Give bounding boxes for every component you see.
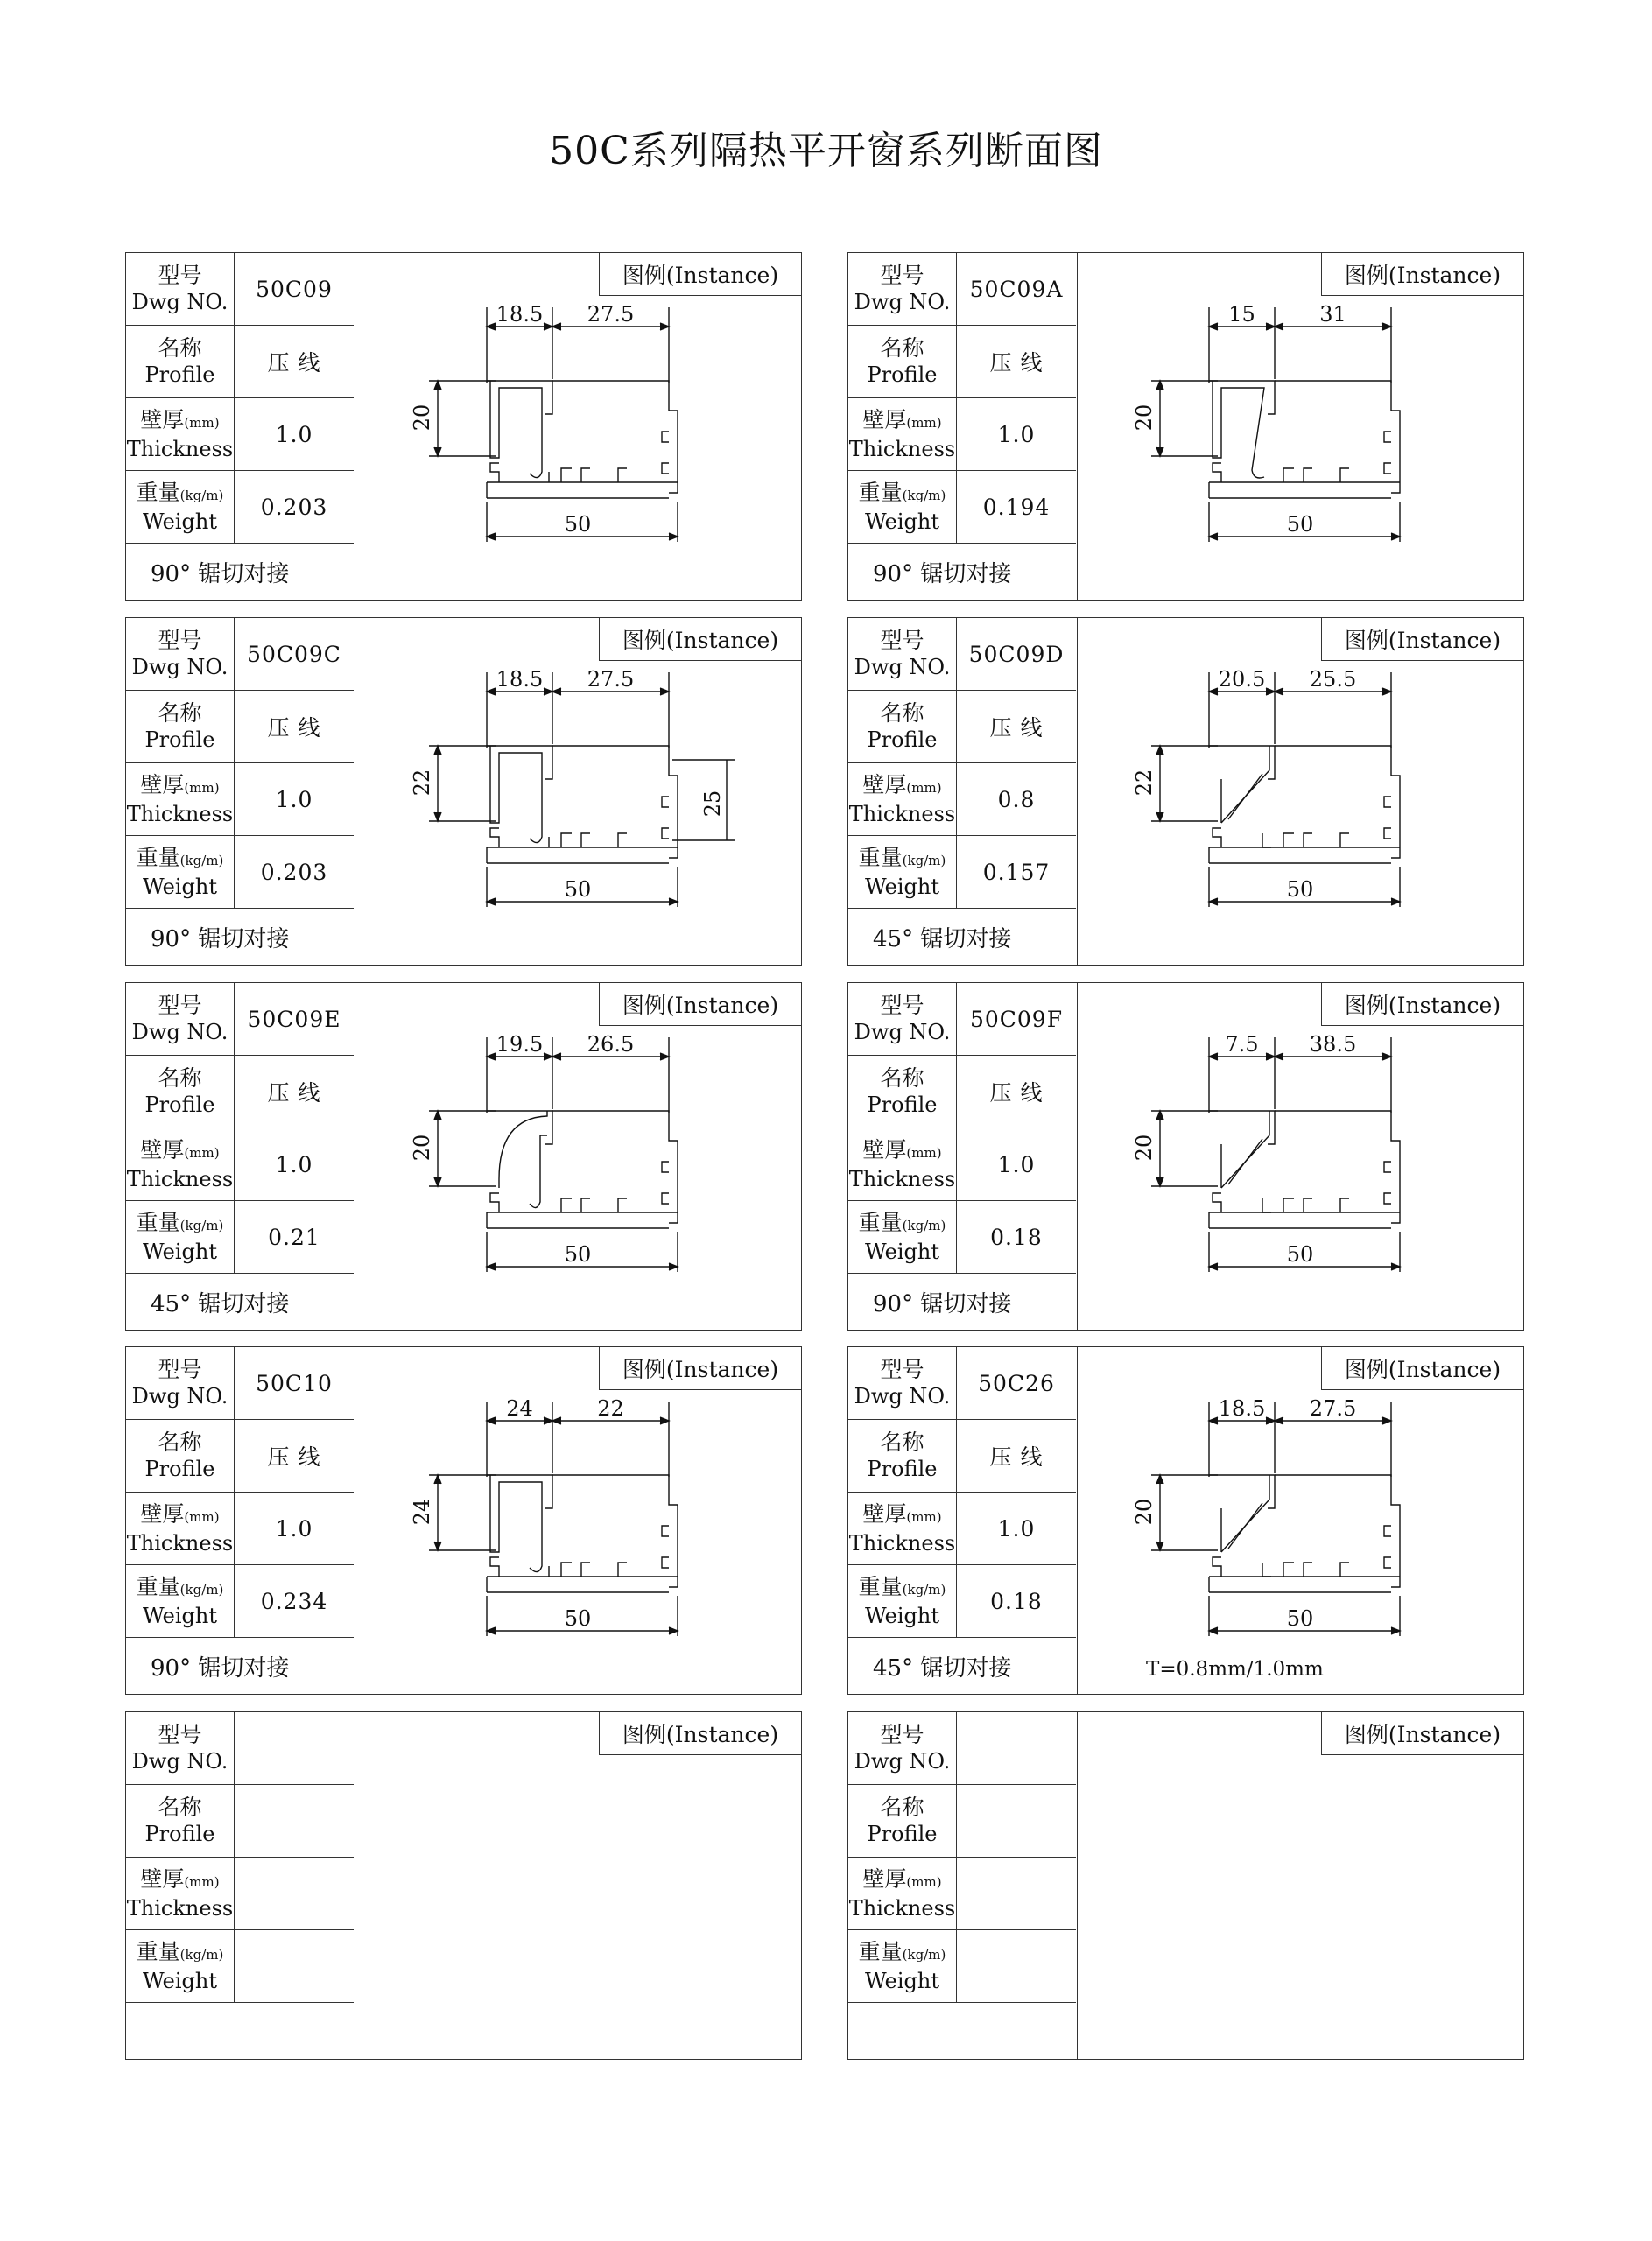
profile-diagram — [355, 1391, 800, 1694]
spec-row-dwg — [848, 253, 1076, 326]
instance-label: 图例(Instance) — [599, 617, 802, 661]
spec-row-weight — [848, 1565, 1076, 1638]
profile-svg — [355, 1027, 800, 1330]
thickness-label: 壁厚(mm) Thickness — [126, 1858, 235, 1929]
profile-diagram — [1078, 1027, 1522, 1330]
weight-label: 重量(kg/m) Weight — [848, 1565, 957, 1637]
spec-row-profile — [848, 691, 1076, 763]
profile-card — [847, 982, 1524, 1331]
spec-row-weight — [126, 471, 354, 544]
cut-method: 90° 锯切对接 — [151, 1654, 290, 1682]
dwg-value: 50C09 — [256, 276, 333, 302]
dwg-label: 型号 Dwg NO. — [848, 618, 957, 690]
spec-row-thickness — [126, 763, 354, 836]
dim-top-left: 18.5 — [496, 302, 544, 327]
profile-svg — [355, 1391, 800, 1694]
thickness-label: 壁厚(mm) Thickness — [848, 398, 957, 470]
dim-top-left: 19.5 — [496, 1032, 544, 1057]
profile-card — [125, 1346, 802, 1695]
dwg-value: 50C09E — [247, 1006, 341, 1032]
spec-table — [848, 253, 1078, 600]
dim-bottom: 50 — [1286, 512, 1314, 537]
spec-row-thickness — [126, 1493, 354, 1565]
spec-row-dwg — [848, 983, 1076, 1056]
thickness-label: 壁厚(mm) Thickness — [848, 1128, 957, 1200]
dim-bottom: 50 — [564, 1242, 592, 1267]
instance-label: 图例(Instance) — [599, 252, 802, 296]
weight-value: 0.203 — [260, 494, 328, 520]
thickness-label: 壁厚(mm) Thickness — [848, 1493, 957, 1564]
dim-top-right: 27.5 — [587, 667, 635, 692]
weight-value: 0.21 — [268, 1224, 320, 1250]
dwg-value: 50C09F — [969, 1006, 1064, 1032]
profile-drawing — [410, 1032, 678, 1272]
spec-row-thickness — [126, 1858, 354, 1930]
dwg-label: 型号 Dwg NO. — [848, 983, 957, 1055]
thickness-label: 壁厚(mm) Thickness — [126, 763, 235, 835]
dim-top-right: 38.5 — [1309, 1032, 1357, 1057]
profile-card — [847, 1711, 1524, 2060]
profile-diagram — [1078, 1391, 1522, 1694]
dim-bottom: 50 — [1286, 877, 1314, 902]
weight-label: 重量(kg/m) Weight — [848, 836, 957, 908]
dim-left: 20 — [1132, 1498, 1156, 1526]
weight-label: 重量(kg/m) Weight — [126, 1930, 235, 2002]
weight-value: 0.157 — [982, 859, 1051, 885]
dim-top-right: 26.5 — [587, 1032, 635, 1057]
spec-table — [848, 1712, 1078, 2059]
spec-row-weight — [126, 1930, 354, 2003]
spec-row-dwg — [848, 1347, 1076, 1420]
instance-label: 图例(Instance) — [1321, 982, 1524, 1026]
thickness-value — [235, 1858, 354, 1929]
spec-row-thickness — [848, 1493, 1076, 1565]
weight-label: 重量(kg/m) Weight — [126, 1201, 235, 1273]
spec-row-weight — [848, 1201, 1076, 1274]
profile-svg — [355, 662, 800, 965]
profile-label: 名称 Profile — [848, 326, 957, 397]
dim-left: 20 — [410, 1134, 434, 1162]
profile-diagram — [355, 662, 800, 965]
spec-table — [126, 1712, 355, 2059]
profile-label: 名称 Profile — [126, 1056, 235, 1128]
profile-svg — [1078, 662, 1522, 965]
weight-label: 重量(kg/m) Weight — [848, 1201, 957, 1273]
dwg-label: 型号 Dwg NO. — [126, 253, 235, 325]
profile-diagram — [1078, 297, 1522, 600]
spec-row-thickness — [848, 398, 1076, 471]
profile-diagram — [355, 1756, 800, 2059]
dwg-value: 50C10 — [256, 1370, 333, 1396]
profile-card — [125, 1711, 802, 2060]
spec-row-profile — [126, 1056, 354, 1128]
spec-row-weight — [126, 1565, 354, 1638]
instance-label: 图例(Instance) — [1321, 617, 1524, 661]
dwg-label: 型号 Dwg NO. — [126, 1712, 235, 1784]
spec-row-thickness — [848, 1858, 1076, 1930]
spec-row-thickness — [126, 1128, 354, 1201]
profile-drawing — [1132, 1396, 1400, 1636]
spec-row-profile — [848, 1056, 1076, 1128]
dim-left: 20 — [410, 404, 434, 432]
profile-value: 压 线 — [267, 1444, 321, 1470]
profile-label: 名称 Profile — [848, 1785, 957, 1857]
dim-top-right: 27.5 — [587, 302, 635, 327]
profile-label: 名称 Profile — [848, 691, 957, 762]
dwg-label: 型号 Dwg NO. — [126, 618, 235, 690]
spec-row-profile — [848, 1785, 1076, 1858]
cut-method: 90° 锯切对接 — [873, 1290, 1012, 1317]
weight-value: 0.18 — [990, 1588, 1043, 1614]
profile-diagram — [1078, 662, 1522, 965]
dim-top-left: 18.5 — [1218, 1396, 1266, 1421]
profile-value: 压 线 — [267, 715, 321, 741]
thickness-value: 1.0 — [275, 421, 313, 447]
profile-value: 压 线 — [989, 350, 1044, 376]
dim-left: 24 — [410, 1498, 434, 1526]
spec-row-profile — [848, 326, 1076, 398]
profile-drawing — [1132, 667, 1400, 907]
instance-label: 图例(Instance) — [1321, 1346, 1524, 1390]
dim-top-right: 25.5 — [1309, 667, 1357, 692]
weight-label: 重量(kg/m) Weight — [126, 836, 235, 908]
profile-card — [847, 252, 1524, 601]
cut-method — [848, 2003, 1076, 2059]
dim-top-left: 24 — [506, 1396, 533, 1421]
spec-row-thickness — [848, 763, 1076, 836]
profile-drawing — [1132, 1032, 1400, 1272]
profile-drawing — [410, 667, 735, 907]
thickness-value: 1.0 — [275, 786, 313, 812]
spec-row-profile — [126, 326, 354, 398]
spec-table — [126, 253, 355, 600]
dim-top-right: 22 — [597, 1396, 624, 1421]
profile-label: 名称 Profile — [848, 1420, 957, 1492]
cut-method: 45° 锯切对接 — [873, 925, 1012, 952]
profile-svg — [355, 1756, 800, 2059]
dim-top-right: 27.5 — [1309, 1396, 1357, 1421]
dwg-label: 型号 Dwg NO. — [848, 1712, 957, 1784]
thickness-value: 1.0 — [275, 1515, 313, 1542]
profile-drawing — [410, 302, 678, 542]
weight-label: 重量(kg/m) Weight — [848, 1930, 957, 2002]
instance-label: 图例(Instance) — [599, 982, 802, 1026]
profile-drawing — [1132, 302, 1400, 542]
dim-left: 20 — [1132, 404, 1156, 432]
dim-top-left: 18.5 — [496, 667, 544, 692]
weight-label: 重量(kg/m) Weight — [848, 471, 957, 543]
spec-row-weight — [848, 471, 1076, 544]
spec-row-dwg — [126, 1712, 354, 1785]
thickness-value — [957, 1858, 1076, 1929]
instance-label: 图例(Instance) — [599, 1711, 802, 1755]
spec-row-weight — [848, 1930, 1076, 2003]
profile-label: 名称 Profile — [126, 1785, 235, 1857]
thickness-label: 壁厚(mm) Thickness — [126, 1493, 235, 1564]
weight-value: 0.203 — [260, 859, 328, 885]
thickness-label: 壁厚(mm) Thickness — [126, 1128, 235, 1200]
spec-table — [126, 1347, 355, 1694]
profile-svg — [355, 297, 800, 600]
weight-value: 0.194 — [982, 494, 1051, 520]
dwg-label: 型号 Dwg NO. — [126, 1347, 235, 1419]
thickness-value: 1.0 — [997, 421, 1036, 447]
cut-method: 45° 锯切对接 — [151, 1290, 290, 1317]
profile-diagram — [355, 297, 800, 600]
dwg-value — [957, 1712, 1076, 1784]
dim-top-left: 15 — [1228, 302, 1255, 327]
spec-row-dwg — [848, 1712, 1076, 1785]
profile-drawing — [410, 1396, 678, 1636]
weight-value: 0.234 — [260, 1588, 328, 1614]
thickness-value: 0.8 — [997, 786, 1036, 812]
profile-label: 名称 Profile — [848, 1056, 957, 1128]
dim-left: 22 — [1132, 769, 1156, 797]
thickness-value: 1.0 — [275, 1151, 313, 1177]
cut-method: 90° 锯切对接 — [151, 560, 290, 587]
profile-svg — [1078, 297, 1522, 600]
profile-card — [125, 252, 802, 601]
thickness-label: 壁厚(mm) Thickness — [126, 398, 235, 470]
dwg-value: 50C26 — [978, 1370, 1055, 1396]
dim-bottom: 50 — [564, 1606, 592, 1631]
spec-row-profile — [126, 691, 354, 763]
profile-card — [125, 617, 802, 966]
dwg-value: 50C09D — [968, 641, 1065, 667]
thickness-value: 1.0 — [997, 1515, 1036, 1542]
profile-value: 压 线 — [267, 1080, 321, 1106]
cut-method: 90° 锯切对接 — [151, 925, 290, 952]
spec-row-dwg — [126, 253, 354, 326]
instance-label: 图例(Instance) — [599, 1346, 802, 1390]
weight-label: 重量(kg/m) Weight — [126, 471, 235, 543]
spec-table — [848, 1347, 1078, 1694]
dwg-value: 50C09A — [969, 276, 1064, 302]
cut-method: 45° 锯切对接 — [873, 1654, 1012, 1682]
spec-table — [126, 618, 355, 965]
profile-value: 压 线 — [989, 1080, 1044, 1106]
weight-value — [957, 1930, 1076, 2002]
spec-row-dwg — [126, 983, 354, 1056]
spec-table — [848, 618, 1078, 965]
dwg-value — [235, 1712, 354, 1784]
profile-card — [847, 617, 1524, 966]
dim-left: 20 — [1132, 1134, 1156, 1162]
dim-top-right: 31 — [1319, 302, 1346, 327]
thickness-note: T=0.8mm/1.0mm — [1146, 1658, 1324, 1681]
dwg-value: 50C09C — [247, 641, 341, 667]
thickness-value: 1.0 — [997, 1151, 1036, 1177]
dim-right: 25 — [700, 790, 725, 818]
cut-method: 90° 锯切对接 — [873, 560, 1012, 587]
thickness-label: 壁厚(mm) Thickness — [848, 1858, 957, 1929]
spec-row-thickness — [126, 398, 354, 471]
spec-row-weight — [126, 836, 354, 909]
spec-row-dwg — [848, 618, 1076, 691]
spec-row-profile — [126, 1785, 354, 1858]
dim-bottom: 50 — [564, 512, 592, 537]
spec-row-dwg — [126, 618, 354, 691]
profile-card — [125, 982, 802, 1331]
profile-svg — [1078, 1756, 1522, 2059]
weight-value — [235, 1930, 354, 2002]
spec-table — [848, 983, 1078, 1330]
dwg-label: 型号 Dwg NO. — [848, 1347, 957, 1419]
dim-bottom: 50 — [1286, 1606, 1314, 1631]
profile-svg — [1078, 1027, 1522, 1330]
spec-row-thickness — [848, 1128, 1076, 1201]
profile-diagram — [355, 1027, 800, 1330]
dim-top-left: 20.5 — [1218, 667, 1266, 692]
profile-value: 压 线 — [989, 715, 1044, 741]
profile-value — [235, 1785, 354, 1857]
dim-top-left: 7.5 — [1225, 1032, 1259, 1057]
profile-label: 名称 Profile — [126, 1420, 235, 1492]
dim-left: 22 — [410, 769, 434, 797]
spec-row-weight — [126, 1201, 354, 1274]
weight-label: 重量(kg/m) Weight — [126, 1565, 235, 1637]
profile-value: 压 线 — [267, 350, 321, 376]
profile-label: 名称 Profile — [126, 326, 235, 397]
profile-diagram — [1078, 1756, 1522, 2059]
profile-value: 压 线 — [989, 1444, 1044, 1470]
dwg-label: 型号 Dwg NO. — [848, 253, 957, 325]
spec-table — [126, 983, 355, 1330]
spec-row-dwg — [126, 1347, 354, 1420]
profile-svg — [1078, 1391, 1522, 1694]
cut-method — [126, 2003, 354, 2059]
spec-row-profile — [848, 1420, 1076, 1493]
thickness-label: 壁厚(mm) Thickness — [848, 763, 957, 835]
instance-label: 图例(Instance) — [1321, 252, 1524, 296]
weight-value: 0.18 — [990, 1224, 1043, 1250]
dim-bottom: 50 — [564, 877, 592, 902]
spec-row-profile — [126, 1420, 354, 1493]
spec-row-weight — [848, 836, 1076, 909]
profile-label: 名称 Profile — [126, 691, 235, 762]
page-title: 50C系列隔热平开窗系列断面图 — [549, 129, 1103, 173]
profile-value — [957, 1785, 1076, 1857]
dim-bottom: 50 — [1286, 1242, 1314, 1267]
instance-label: 图例(Instance) — [1321, 1711, 1524, 1755]
profile-card — [847, 1346, 1524, 1695]
dwg-label: 型号 Dwg NO. — [126, 983, 235, 1055]
